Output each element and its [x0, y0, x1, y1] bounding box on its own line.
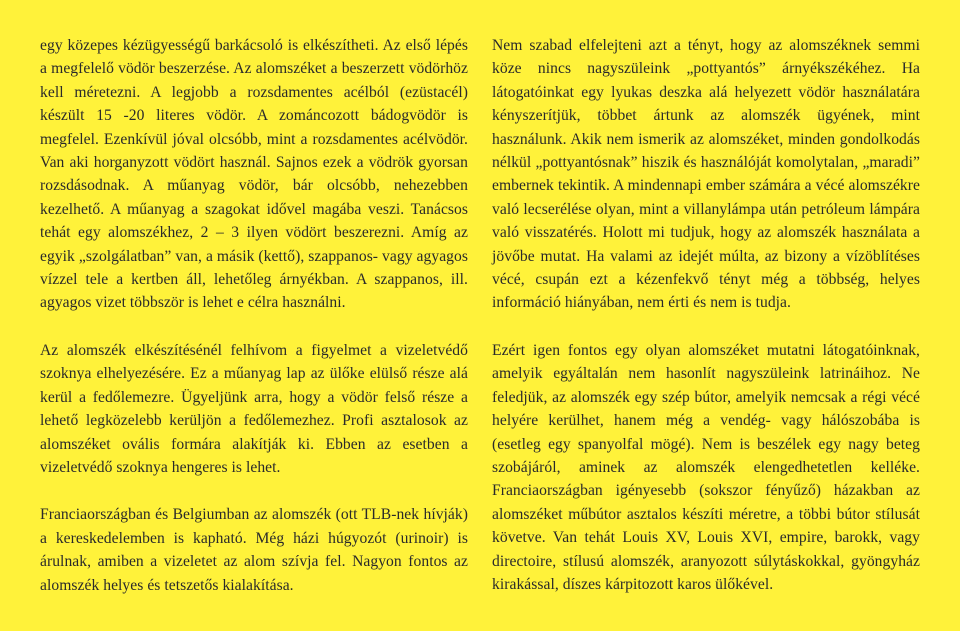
paragraph: egy közepes kézügyességű barkácsoló is elkészítheti. Az első lépés a megfelelő vödör beszerzése. Az alomszéket a beszerzett vödörhöz kell méretezni. A legjobb a rozsdamentes acélból (ezüstacél) készült 15 -20 literes vödör. A zománcozott bádogvödör is megfelel. Ezenkívül jóval olcsóbb, mint a rozsdamentes acélvödör. Van aki horganyzott vödört használ. Sajnos ezek a vödrök gyorsan rozsdásodnak. A műanyag vödör, bár olcsóbb, nehezebben kezelhető. A műanyag a szagokat idővel magába veszi. Tanácsos tehát egy alomszékhez, 2 – 3 ilyen vödört beszerezni. Amíg az egyik „szolgálatban” van, a másik (kettő), szappanos- vagy agyagos vízzel tele a kertben áll, lehetőleg árnyékban. A szappanos, ill. agyagos vizet többször is lehet e célra használni.	[40, 37, 468, 312]
paragraph: Nem szabad elfelejteni azt a tényt, hogy az alomszéknek semmi köze nincs nagyszüleink „pottyantós” árnyékszékéhez. Ha látogatóinkat egy lyukas deszka alá helyezett vödör használatára kényszerítjük, többet ártunk az alomszék ügyének, mint használunk. Akik nem ismerik az alomszéket, minden gondolkodás nélkül „pottyantósnak” hiszik és használóját komolytalan, „maradi” embernek tekintik. A mindennapi ember számára a vécé alomszékre való lecserélése olyan, mint a villanylámpa után petróleum lámpára való visszatérés. Holott mi tudjuk, hogy az alomszék használata a jövőbe mutat. Ha valami az idejét múlta, az bizony a vízöblítéses vécé, csupán ezt a kézenfekvő tényt még a többség, helyes információ hiányában, nem érti és nem is tudja.	[492, 37, 920, 312]
paragraph: Ezért igen fontos egy olyan alomszéket mutatni látogatóinknak, amelyik egyáltalán nem hasonlít nagyszüleink latrináihoz. Ne feledjük, az alomszék egy szép bútor, amelyik nemcsak a régi vécé helyére kerülhet, hanem még a vendég- vagy hálószobába is (esetleg egy spanyolfal mögé). Nem is beszélek egy nagy beteg szobájáról, aminek az alomszék elengedhetetlen kelléke. Franciaországban igényesebb (sokszor fényűző) házakban az alomszéket műbútor asztalos készíti méretre, a többi bútor stílusát követve. Van tehát Louis XV, Louis XVI, empire, barokk, vagy directoire, stílusú alomszék, aranyozott súlytáskokkal, gyöngyház kirakással, díszes kárpitozott karos ülőkével.	[492, 341, 920, 593]
paragraph: Az alomszék elkészítésénél felhívom a figyelmet a vizeletvédő szoknya elhelyezésére. Ez a műanyag lap az ülőke elülső része alá kerül a fedőlemezre. Ügyeljünk arra, hogy a vödör felső része a lehető legközelebb kerüljön a fedőlemezhez. Profi asztalosok az alomszéket ovális formára alakítják ki. Ebben az esetben a vizeletvédő szoknya hengeres is lehet.	[40, 341, 468, 476]
document-page	[40, 34, 920, 631]
left-column	[40, 34, 468, 631]
right-column	[492, 34, 920, 631]
paragraph: Franciaországban és Belgiumban az alomszék (ott TLB-nek hívják) a kereskedelemben is kapható. Még házi húgyozót (urinoir) is árulnak, amiben a vizeletet az alom szívja fel. Nagyon fontos az alomszék helyes és tetszetős kialakítása.	[40, 506, 468, 594]
